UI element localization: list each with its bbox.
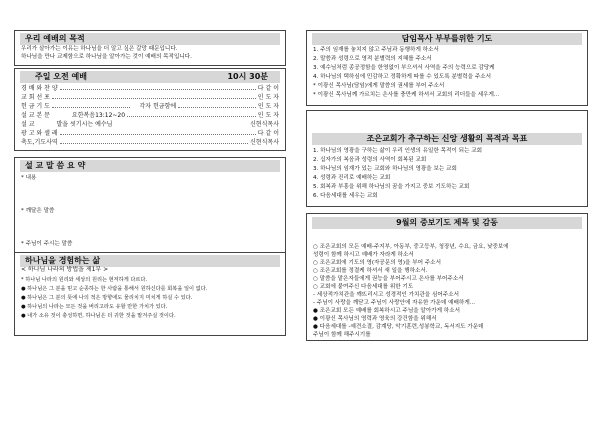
intercession-line: 주님이 함께 해주시기를 (313, 332, 371, 338)
experience-title: 하나님을 경험하는 삶 (20, 255, 280, 267)
service-row-leader: 인 도 자 (257, 94, 279, 101)
pastor-prayer-line: 1. 주의 임재를 놓치지 않고 주님과 동행하게 하소서 (313, 47, 439, 53)
intercession-line: - 세상적가치관을 깨뜨리시고 성경적인 가치관을 심어주소서 (313, 292, 459, 298)
church-goal-line: 3. 하나님의 임재가 있는 교회와 하나님의 영광을 보는 교회 (313, 166, 457, 172)
intercession-line: 성령이 함께 하시고 예배가 자라게 하소서 (313, 252, 414, 258)
sermon-note-given: * 주님이 주시는 말씀 (21, 241, 73, 247)
intercession-line: ○ 조은교회에 기도의 영(자공문의 영)을 부어 주소서 (313, 260, 441, 266)
church-goal-line: 4. 성령과 진리로 예배하는 교회 (313, 175, 391, 181)
intercession-title: 9월의 중보기도 제목 및 감동 (312, 217, 582, 229)
pastor-prayer-section (306, 30, 588, 106)
experience-line: ● 하나님은 그 분의 뜻에 나의 적은 방향에도 물리치지 미치게 하실 수 있다. (21, 295, 193, 301)
service-row (21, 93, 279, 102)
service-row (21, 138, 279, 147)
church-goal-line: 6. 다음세대를 세우는 교회 (313, 193, 378, 199)
church-goals-section (306, 110, 588, 207)
service-row-item: 광 고 와 셀 레 (21, 130, 58, 137)
service-title: 주일 오전 예배 (35, 72, 87, 81)
experience-line: ● 내가 소유 것이 충성하면, 하나님은 더 귀한 것을 맡겨주실 것이다. (21, 313, 176, 319)
service-row-leader: 인 도 자 (257, 103, 280, 110)
sermon-note-realized: * 깨달은 말씀 (21, 208, 55, 214)
intercession-section (306, 213, 588, 341)
experience-line: * 하나님 나라의 원리와 세상의 원리는 현저하게 다르다. (21, 277, 148, 283)
intercession-line: ○ 교회에 붙여주신 다음세대를 위한 기도 (313, 284, 414, 290)
experience-subtitle: < 하나님 나라의 방법을 제1부 > (21, 266, 109, 273)
service-row (21, 120, 279, 129)
worship-purpose-section (14, 30, 286, 66)
experience-line: ● 하나님의 나라는 모든 것을 버리고라도 유할 만한 가치가 있다. (21, 304, 168, 310)
church-goal-line: 5. 회복과 부흥을 위해 하나님의 꿈을 가지고 중보 기도하는 교회 (313, 184, 470, 190)
purpose-line-2: 하나님을 만나 교제함으로 하나님을 알아가는 것이 예배의 목적입니다. (21, 54, 192, 60)
pastor-prayer-line: * 이광신 목사님께 가르치는 은사를 충만케 하셔서 교회의 리더들을 세우게... (313, 92, 500, 98)
service-row (21, 129, 279, 138)
intercession-line: ● 다음세대를 -예견소결, 감계당, 악기훈련,성봉학교, 독서지도 가운데 (313, 324, 484, 330)
intercession-line: ○ 조은교회의 모든 예배-주지부, 아동부, 중고등부, 청장년, 수요, 금요, 낮중보에 (313, 244, 509, 250)
pastor-prayer-title: 담임목사 부부를위한 기도 (312, 33, 582, 45)
service-row-item: 교 회 선 포 (21, 94, 50, 101)
service-order-section (14, 68, 286, 151)
experience-section (14, 252, 286, 336)
worship-purpose-title: 우리 예배의 목적 (20, 33, 280, 45)
service-row-detail: 요한복음13:12~20 (71, 112, 126, 119)
church-goals-title: 조은교회가 추구하는 신앙 생활의 목적과 목표 (312, 133, 582, 145)
sermon-summary-section (14, 157, 286, 255)
service-row-item: 설 교 본 문 (21, 112, 50, 119)
intercession-line: ○ 조은교회를 정결케 하셔서 새 일을 행하소서. (313, 268, 428, 274)
service-row-leader: 신현식목사 (250, 139, 279, 146)
sermon-summary-title: 설 교 말 씀 요 약 (20, 160, 280, 172)
pastor-prayer-line: 3. 예수님처럼 종공정함을 한영없이 부으셔서 사역을 주의 능력으로 감당케 (313, 65, 495, 71)
service-row-leader: 다 같 이 (257, 85, 279, 92)
service-row (21, 102, 279, 111)
service-title-bar (20, 71, 280, 83)
service-row-leader: 다 같 이 (257, 130, 279, 137)
service-row (21, 111, 279, 120)
pastor-prayer-line: 2. 말씀과 성령으로 영적 분별력의 지혜를 주소서 (313, 56, 432, 62)
church-goal-line: 1. 하나님의 영광을 구하는 삶이 우리 인생의 유일한 목적이 되는 교회 (313, 148, 483, 154)
service-row-leader: 신현식목사 (250, 121, 279, 128)
pastor-prayer-line: * 이광신 목사님(담임)에게 말씀의 권세를 부어 주소서 (313, 83, 445, 89)
service-row-item: 헌 금 기 도 (21, 103, 50, 110)
intercession-line: ● 이광신 목사님의 영력과 영육의 강건함을 위해서 (313, 316, 437, 322)
pastor-prayer-line: 4. 하나님의 택하심에 민감하고 정확하게 따를 수 있도록 분별력을 주소서 (313, 74, 492, 80)
service-row-item: 축도,기도사역 (21, 139, 58, 146)
intercession-line: ● 조은교회 모든 예배를 회복하시고 주님을 알아가게 하소서 (313, 308, 461, 314)
service-row-leader: 인 도 자 (257, 112, 279, 119)
intercession-line: - 주님이 사랑을 깨닫고 주님이 사랑안에 자유한 가운데 예배하게... (313, 300, 476, 306)
service-row-detail: 각자 헌금함에 (139, 103, 177, 110)
intercession-line: ○ 말씀을 맡은자들에게 권능을 부어주시고 은사를 부어주소서 (313, 276, 464, 282)
purpose-line-1: 우리가 살아가는 이유는 하나님을 더 알고 싶은 갈망 때문입니다. (21, 46, 178, 52)
service-row-detail: 발을 씻기시는 예수님 (56, 121, 113, 128)
service-row-item: 설 교 (21, 121, 35, 128)
service-time: 10시 30분 (227, 72, 268, 81)
experience-line: ● 하나님은 그 분을 믿고 순종하는 한 사람을 통해서 원하신다를 회복을 일이 없다. (21, 286, 208, 292)
service-row-item: 경 배 와 찬 양 (21, 85, 58, 92)
service-row (21, 84, 279, 93)
church-goal-line: 2. 십자가의 복음과 성령의 사역이 회복된 교회 (313, 157, 427, 163)
sermon-note-content: * 내용 (21, 175, 37, 181)
